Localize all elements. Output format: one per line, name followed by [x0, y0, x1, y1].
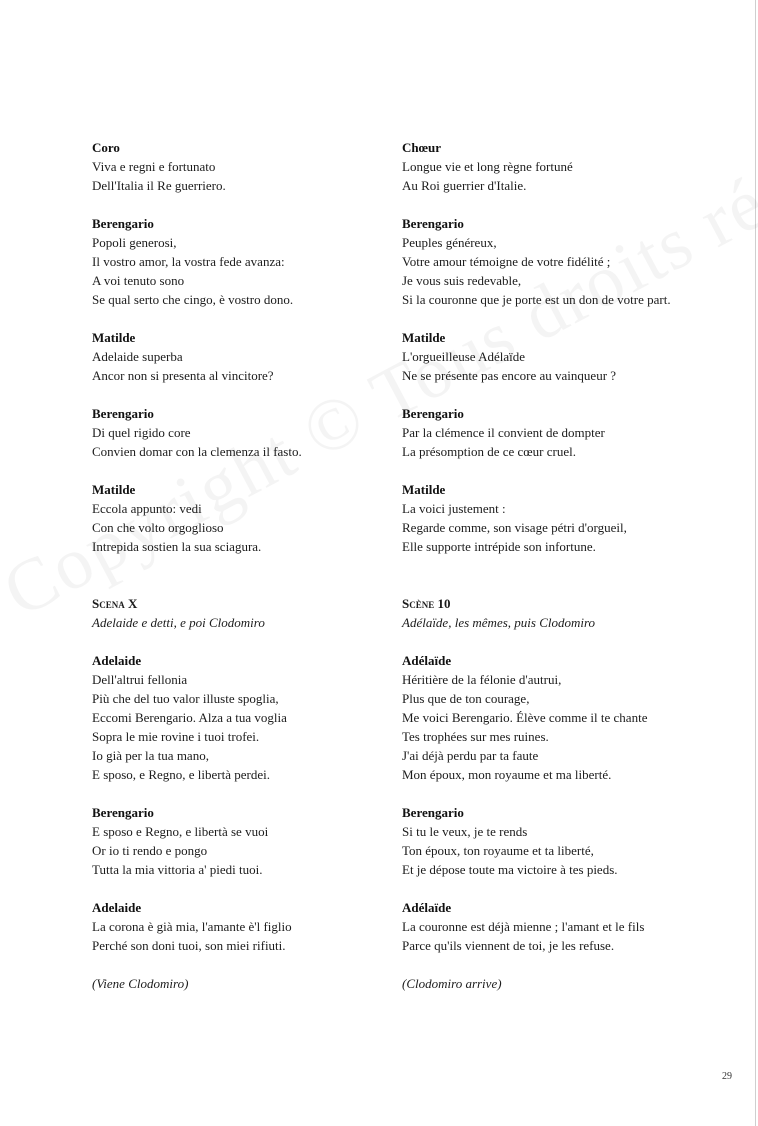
block-spacer: [92, 879, 382, 898]
verse-line: Intrepida sostien la sua sciagura.: [92, 539, 262, 554]
verse-line: E sposo, e Regno, e libertà perdei.: [92, 767, 270, 782]
verse-line: La corona è già mia, l'amante è'l figlio: [92, 919, 292, 934]
speaker-name: Matilde: [92, 482, 136, 497]
speaker-name: Berengario: [402, 805, 464, 820]
speech-block: [92, 803, 382, 879]
verse-line: Il vostro amor, la vostra fede avanza:: [92, 254, 285, 269]
block-spacer: [402, 556, 742, 594]
block-spacer: [92, 195, 382, 214]
verse-line: Héritière de la félonie d'autrui,: [402, 672, 562, 687]
speaker-name: Adélaïde: [402, 653, 452, 668]
speaker-name: Adelaide: [92, 653, 142, 668]
speaker-name: Berengario: [402, 216, 464, 231]
verse-line: Elle supporte intrépide son infortune.: [402, 539, 596, 554]
block-spacer: [92, 955, 382, 974]
verse-line: La couronne est déjà mienne ; l'amant et le fils: [402, 919, 645, 934]
scene-direction: Adélaïde, les mêmes, puis Clodomiro: [402, 615, 596, 630]
verse-line: Si la couronne que je porte est un don de votre part.: [402, 292, 671, 307]
verse-line: Tes trophées sur mes ruines.: [402, 729, 549, 744]
verse-line: Ton époux, ton royaume et ta liberté,: [402, 843, 594, 858]
verse-line: Votre amour témoigne de votre fidélité ;: [402, 254, 611, 269]
verse-line: Convien domar con la clemenza il fasto.: [92, 444, 302, 459]
verse-line: Au Roi guerrier d'Italie.: [402, 178, 527, 193]
speech-block: [402, 328, 742, 385]
speaker-name: Adelaide: [92, 900, 142, 915]
verse-line: Dell'altrui fellonia: [92, 672, 188, 687]
verse-line: Je vous suis redevable,: [402, 273, 522, 288]
verse-line: Mon époux, mon royaume et ma liberté.: [402, 767, 612, 782]
italian-column: [92, 138, 382, 993]
speech-block: [402, 214, 742, 309]
verse-line: Parce qu'ils viennent de toi, je les refuse.: [402, 938, 615, 953]
speech-block: [402, 480, 742, 556]
verse-line: Regarde comme, son visage pétri d'orgueil,: [402, 520, 627, 535]
speech-block: [402, 898, 742, 955]
verse-line: Dell'Italia il Re guerriero.: [92, 178, 226, 193]
stage-direction-block: [402, 974, 742, 993]
speech-block: [92, 214, 382, 309]
block-spacer: [92, 461, 382, 480]
block-spacer: [402, 955, 742, 974]
verse-line: Eccola appunto: vedi: [92, 501, 202, 516]
speech-block: [92, 404, 382, 461]
verse-line: Se qual serto che cingo, è vostro dono.: [92, 292, 294, 307]
speaker-name: Chœur: [402, 140, 442, 155]
verse-line: A voi tenuto sono: [92, 273, 185, 288]
verse-line: Plus que de ton courage,: [402, 691, 530, 706]
stage-direction-block: [92, 974, 382, 993]
scene-block: [402, 594, 742, 632]
speaker-name: Berengario: [92, 406, 154, 421]
stage-direction: (Viene Clodomiro): [92, 976, 189, 991]
block-spacer: [402, 784, 742, 803]
block-spacer: [402, 309, 742, 328]
verse-line: Par la clémence il convient de dompter: [402, 425, 605, 440]
scene-heading: Scena X: [92, 596, 138, 611]
verse-line: Tutta la mia vittoria a' piedi tuoi.: [92, 862, 263, 877]
block-spacer: [92, 784, 382, 803]
stage-direction: (Clodomiro arrive): [402, 976, 502, 991]
speech-block: [402, 803, 742, 879]
speaker-name: Berengario: [92, 805, 154, 820]
speech-block: [92, 898, 382, 955]
speech-block: [92, 651, 382, 784]
block-spacer: [92, 385, 382, 404]
block-spacer: [92, 309, 382, 328]
block-spacer: [92, 632, 382, 651]
speaker-name: Coro: [92, 140, 120, 155]
verse-line: Me voici Berengario. Élève comme il te chante: [402, 710, 648, 725]
speech-block: [402, 651, 742, 784]
block-spacer: [402, 879, 742, 898]
verse-line: E sposo e Regno, e libertà se vuoi: [92, 824, 269, 839]
verse-line: Longue vie et long règne fortuné: [402, 159, 573, 174]
verse-line: Ancor non si presenta al vincitore?: [92, 368, 274, 383]
scene-direction: Adelaide e detti, e poi Clodomiro: [92, 615, 265, 630]
verse-line: Adelaide superba: [92, 349, 183, 364]
block-spacer: [402, 461, 742, 480]
verse-line: Perché son doni tuoi, son miei rifiuti.: [92, 938, 286, 953]
block-spacer: [92, 556, 382, 594]
speech-block: [92, 328, 382, 385]
verse-line: Ne se présente pas encore au vainqueur ?: [402, 368, 617, 383]
speaker-name: Adélaïde: [402, 900, 452, 915]
verse-line: Sopra le mie rovine i tuoi trofei.: [92, 729, 260, 744]
verse-line: Si tu le veux, je te rends: [402, 824, 528, 839]
speaker-name: Matilde: [402, 482, 446, 497]
verse-line: Popoli generosi,: [92, 235, 177, 250]
block-spacer: [402, 632, 742, 651]
speech-block: [402, 404, 742, 461]
verse-line: Io già per la tua mano,: [92, 748, 209, 763]
speaker-name: Matilde: [402, 330, 446, 345]
speech-block: [92, 480, 382, 556]
verse-line: Con che volto orgoglioso: [92, 520, 224, 535]
french-column: [402, 138, 742, 993]
verse-line: La présomption de ce cœur cruel.: [402, 444, 576, 459]
verse-line: La voici justement :: [402, 501, 506, 516]
verse-line: Or io ti rendo e pongo: [92, 843, 208, 858]
scene-block: [92, 594, 382, 632]
scene-heading: Scène 10: [402, 596, 451, 611]
speech-block: [92, 138, 382, 195]
verse-line: L'orgueilleuse Adélaïde: [402, 349, 526, 364]
speaker-name: Berengario: [92, 216, 154, 231]
verse-line: Di quel rigido core: [92, 425, 191, 440]
speaker-name: Matilde: [92, 330, 136, 345]
verse-line: Eccomi Berengario. Alza a tua voglia: [92, 710, 287, 725]
verse-line: J'ai déjà perdu par ta faute: [402, 748, 539, 763]
verse-line: Viva e regni e fortunato: [92, 159, 216, 174]
block-spacer: [402, 385, 742, 404]
page-edge-line: [755, 0, 756, 1126]
page-number: 29: [722, 1071, 732, 1082]
verse-line: Più che del tuo valor illuste spoglia,: [92, 691, 279, 706]
speech-block: [402, 138, 742, 195]
speaker-name: Berengario: [402, 406, 464, 421]
verse-line: Et je dépose toute ma victoire à tes pieds.: [402, 862, 618, 877]
block-spacer: [402, 195, 742, 214]
verse-line: Peuples généreux,: [402, 235, 497, 250]
